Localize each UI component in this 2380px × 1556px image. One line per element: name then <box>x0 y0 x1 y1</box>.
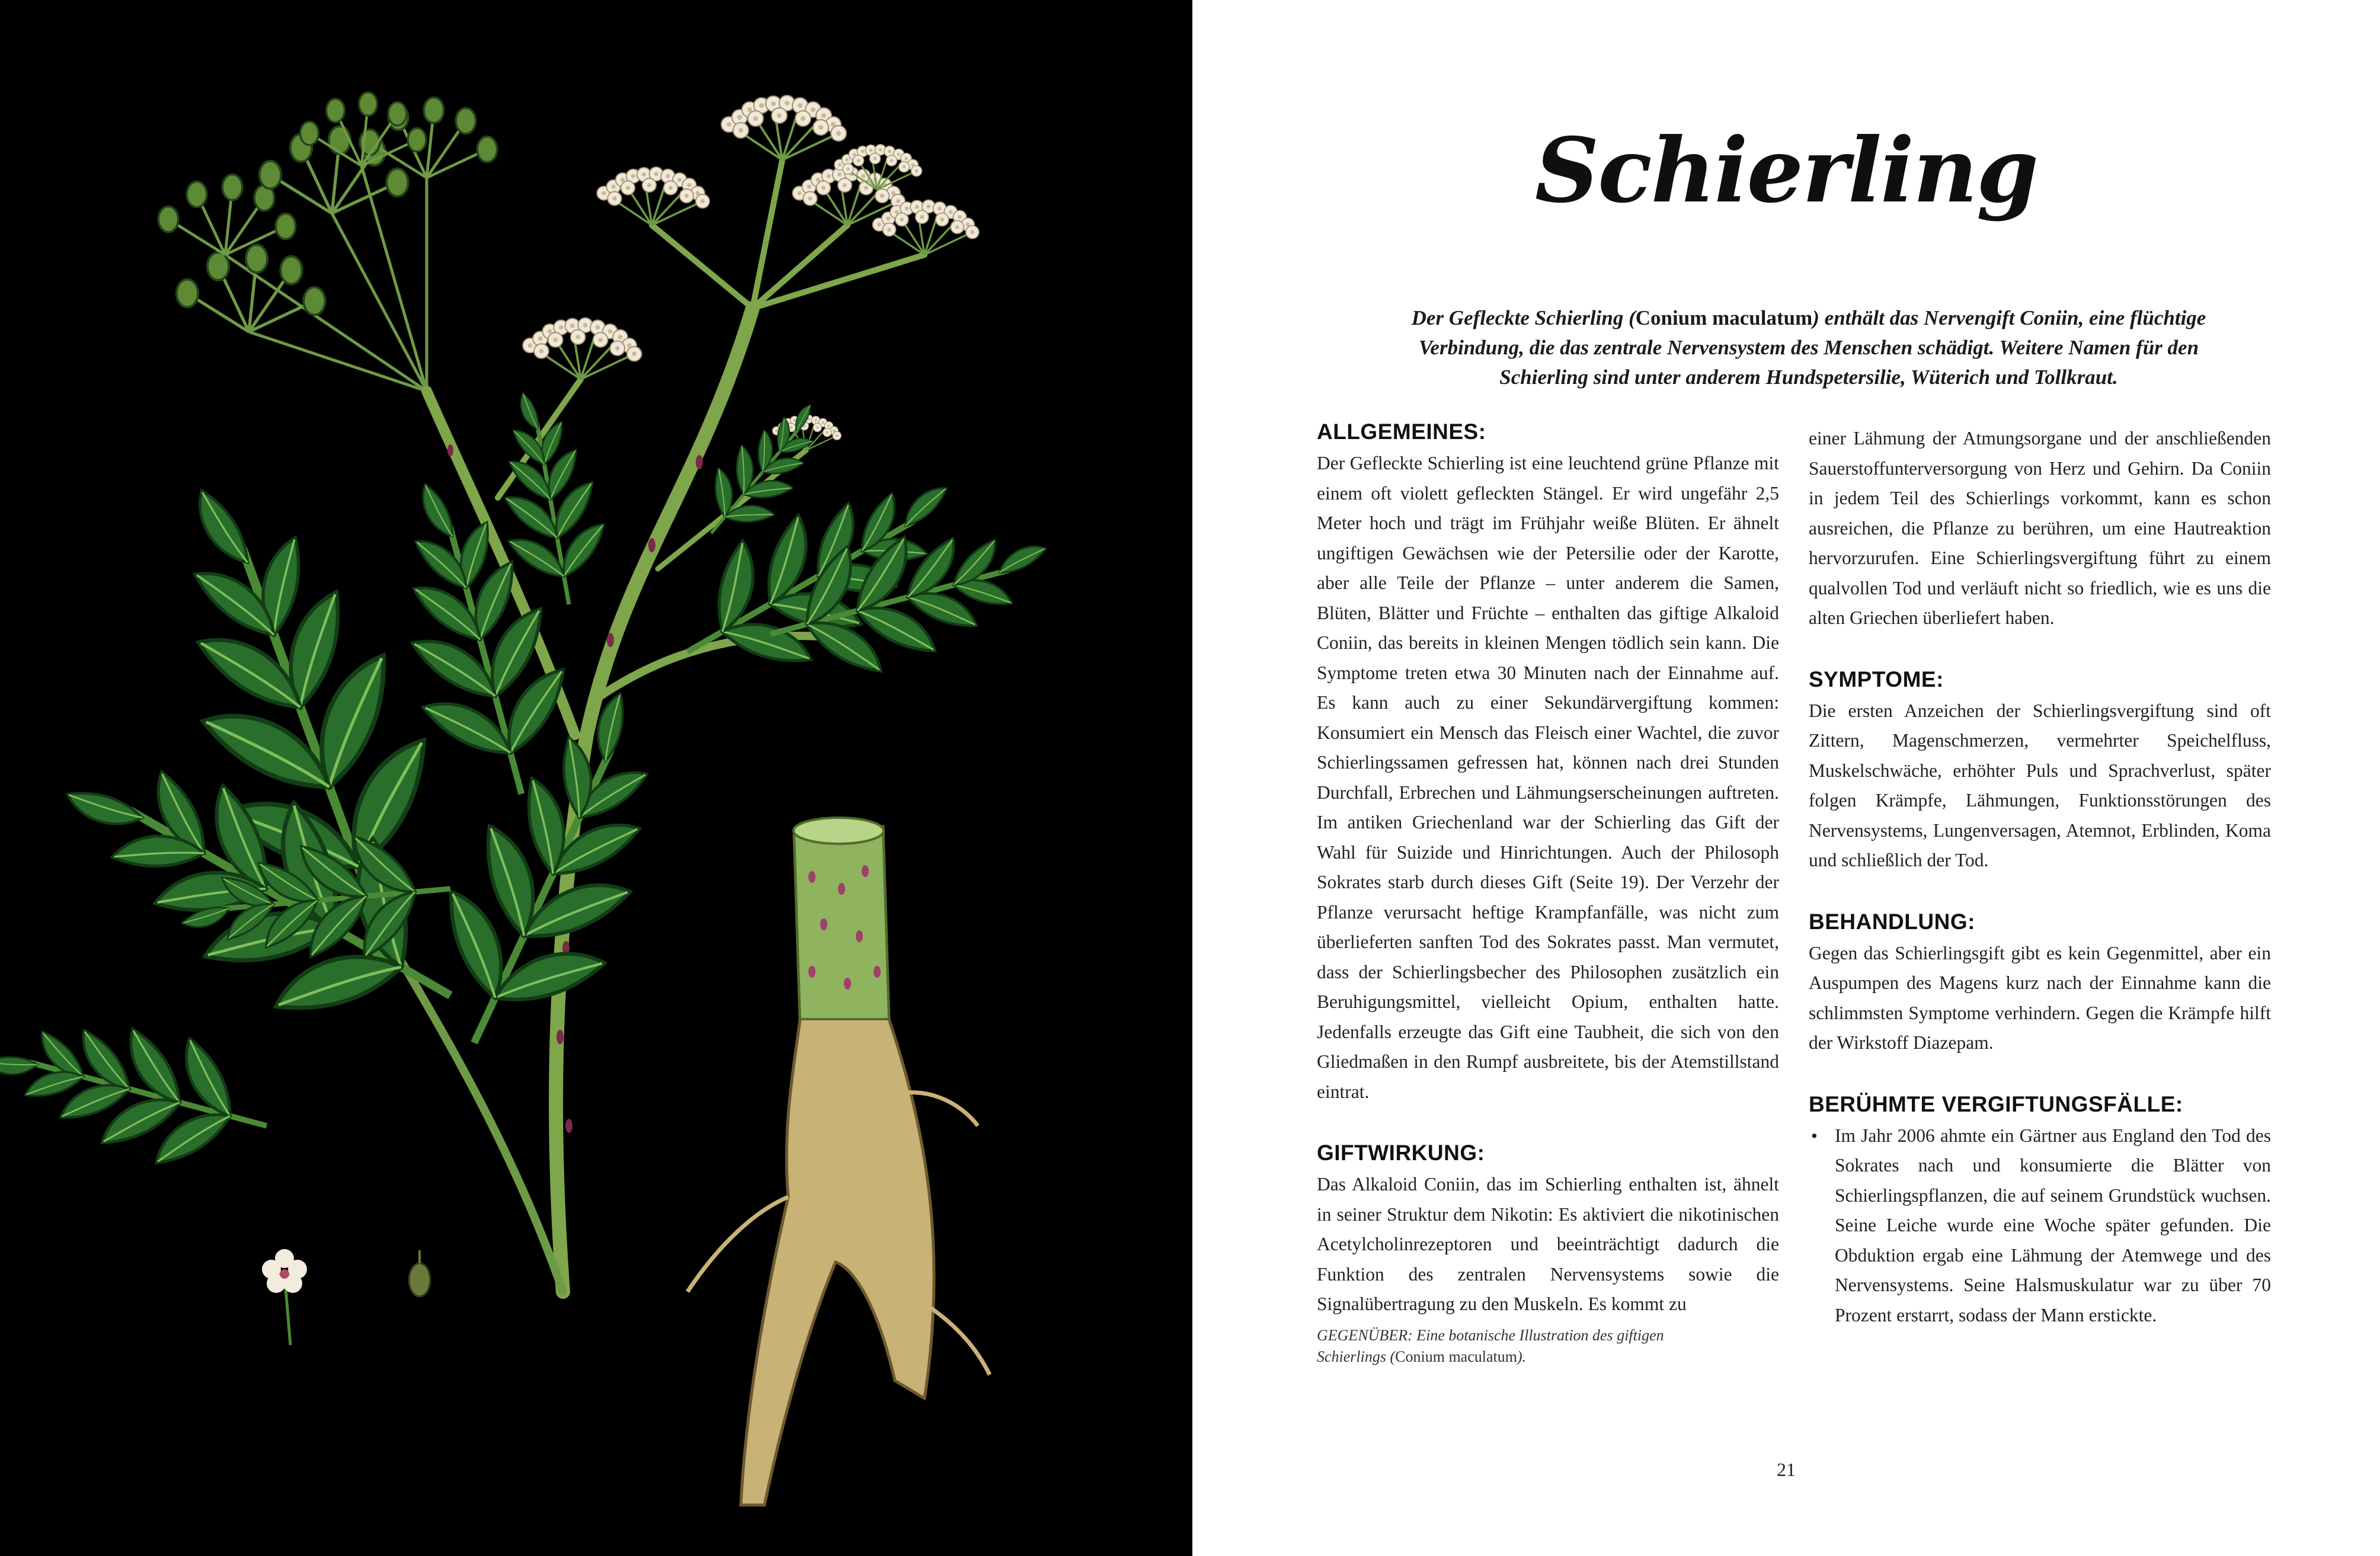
detail-seed <box>409 1250 430 1296</box>
bullet-marker: • <box>1811 1125 1818 1146</box>
text-column-right <box>1809 424 2271 1330</box>
leaves <box>0 382 1069 1199</box>
section-heading-allgemeines: ALLGEMEINES: <box>1317 420 1486 444</box>
section-heading-giftwirkung: GIFTWIRKUNG: <box>1317 1141 1485 1165</box>
text-column-left <box>1317 418 1779 1320</box>
detail-flower <box>262 1249 307 1345</box>
page-title: Schierling <box>1534 119 2038 223</box>
section-body-faelle: Im Jahr 2006 ahmte ein Gärtner aus England den Tod des Sokrates nach und konsumierte die Blätter von Schierlingspflanzen, die auf seinem Grundstück wuchsen. Seine Leiche wurde eine Woche später gefunden. Die Obduktion ergab eine Lähmung der Atemwege und des Nervensystems. Seine Halsmuskulatur war zu über 70 Prozent erstarrt, sodass der Mann erstickte. <box>1835 1125 2271 1326</box>
section-heading-faelle: BERÜHMTE VERGIFTUNGSFÄLLE: <box>1809 1091 2183 1116</box>
text-page <box>1192 0 2380 1556</box>
caption-text-2: ). <box>1517 1348 1527 1365</box>
intro-paragraph <box>1388 303 2229 392</box>
intro-latin-name: Conium maculatum <box>1635 306 1813 329</box>
page-number: 21 <box>1777 1459 1796 1480</box>
section-body-allgemeines: Der Gefleckte Schierling ist eine leuchtend grüne Pflanze mit einem oft violett gefleckten Stängel. Er wird ungefähr 2,5 Meter hoch und trägt im Frühjahr weiße Blüten. Er ähnelt ungiftigen Gewächsen wie der Petersilie oder der Karotte, aber alle Teile der Pflanze – unter anderem die Samen, Blüten, Blätter und Früchte – enthalten das giftige Alkaloid Coniin, das bereits in kleinen Mengen tödlich sein kann. Die Symptome treten etwa 30 Minuten nach der Einnahme auf. Es kann auch zu einer Sekundärvergiftung kommen: Konsumiert ein Mensch das Fleisch einer Wachtel, die zuvor Schierlingssamen gefressen hat, können nach drei Stunden Durchfall, Erbrechen und Lähmungserscheinungen auftreten. Im antiken Griechenland war der Schierling das Gift der Wahl für Suizide und Hinrichtungen. Auch der Philosoph Sokrates starb durch dieses Gift (Seite 19). Der Verzehr der Pflanze verursacht heftige Krampfanfälle, was nicht zum überlieferten sanften Tod des Sokrates passt. Man vermutet, dass der Schierlingsbecher des Philosophen zusätzlich ein Beruhigungsmittel, vielleicht Opium, enthalten hatte. Jedenfalls erzeugte das Gift eine Taubheit, die sich von den Gliedmaßen in den Rumpf ausbreitete, bis der Atemstillstand eintrat. <box>1317 453 1779 1102</box>
caption-text-1: GEGENÜBER: Eine botanische Illustration des giftigen Schierlings ( <box>1317 1327 1664 1365</box>
section-body-giftwirkung-part2: einer Lähmung der Atmungsorgane und der anschließenden Sauerstoffunterversorgung von Herz und Gehirn. Da Coniin in jedem Teil des Schierlings vorkommt, kann es schon ausreichen, die Pflanze zu berühren, um eine Hautreaktion hervorzurufen. Eine Schierlingsvergiftung führt zu einem qualvollen Tod und verläuft nicht so friedlich, wie es uns die alten Griechen überliefert haben. <box>1809 428 2271 628</box>
section-body-giftwirkung-part1: Das Alkaloid Coniin, das im Schierling enthalten ist, ähnelt in seiner Struktur dem Nikotin: Es aktiviert die nikotinischen Acetylcholinrezeptoren und beeinträchtigt dadurch die Funktion des zentralen Nervensystems sowie die Signalübertragung zu den Muskeln. Es kommt zu <box>1317 1174 1779 1314</box>
intro-text-1: Der Gefleckte Schierling ( <box>1411 306 1636 329</box>
figure-caption <box>1317 1325 1732 1368</box>
section-heading-symptome: SYMPTOME: <box>1809 667 1944 691</box>
section-body-behandlung: Gegen das Schierlingsgift gibt es kein Gegenmittel, aber ein Auspumpen des Magens kurz nach der Einnahme kann die schlimmsten Symptome verhindern. Gegen die Krämpfe hilft der Wirkstoff Diazepam. <box>1809 942 2271 1053</box>
root <box>687 818 990 1505</box>
intro-text-2: ) enthält das Nervengift Coniin, eine flüchtige Verbindung, die das zentrale Nervensystem des Menschen schädigt. Weitere Namen für den Schierling sind unter anderem Hundspetersilie, Wüterich und Tollkraut. <box>1418 306 2206 389</box>
section-heading-behandlung: BEHANDLUNG: <box>1809 909 1975 934</box>
list-item <box>1809 1121 2271 1331</box>
caption-latin-name: Conium maculatum <box>1395 1348 1517 1365</box>
section-body-symptome: Die ersten Anzeichen der Schierlingsvergiftung sind oft Zittern, Magenschmerzen, vermehrter Speichelfluss, Muskelschwäche, erhöhter Puls und Sprachverlust, später folgen Krämpfe, Lähmungen, Funktionsstörungen des Nervensystems, Lungenversagen, Atemnot, Erblinden, Koma und schließlich der Tod. <box>1809 700 2271 870</box>
